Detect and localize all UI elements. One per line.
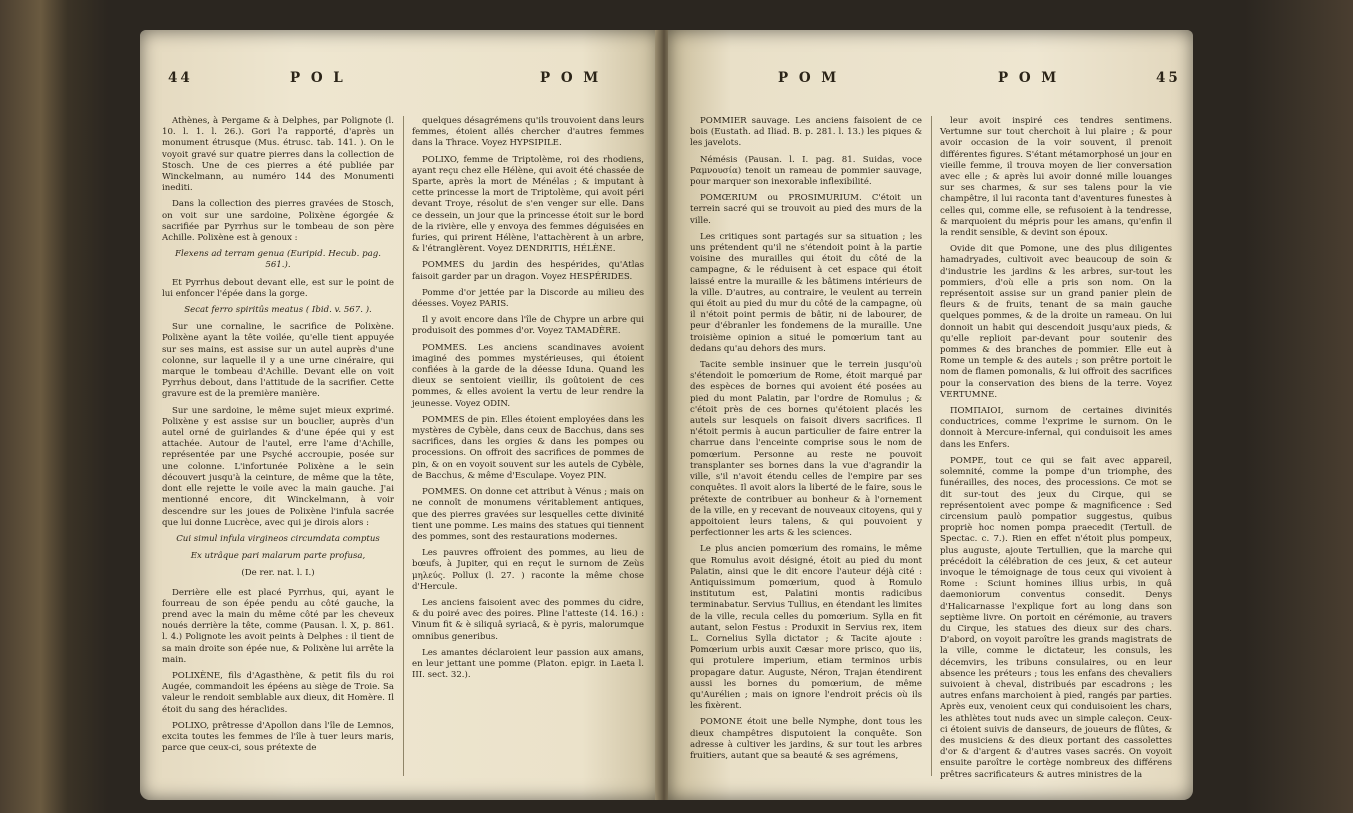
paragraph: Le plus ancien pomœrium des romains, le même que Romulus avoit désigné, étoit au pied du mont Palatin, ainsi que le dit encore l'auteur déjà cité : Antiquissimum pomœrium, quod à Romulo institutum est, Palatini montis radicibus terminabatur. Servius Tullius, en étendant les limites de la ville, recula celles du pomœrium. Sylla en fit autant, selon Festus : Produxit in Servius rex, item L. Cornelius Sylla dictator ; & Tacite ajoute : Pomœrium urbis auxit Cæsar more prisco, quo iis, qui protulere imperium, etiam terminos urbis propagare datur. Auguste, Néron, Trajan étendirent aussi les bornes du pomœrium, de même qu'Aurélien ; mais on ignore l'endroit précis où ils les fixèrent. xyxy=(690,544,922,712)
paragraph: Tacite semble insinuer que le terrein jusqu'où s'étendoit le pomœrium de Rome, étoit marqué par des espèces de bornes qui avoient été posées au pied du mont Palatin, par l'ordre de Romulus ; & c'étoit près de ces bornes qu'étoient placés les autels sur lesquels on faisoit divers sacrifices. Il n'étoit permis à aucun particulier de faire entrer la charrue dans l'enceinte comprise sous le nom de pomœrium. Personne au reste ne pouvoit transplanter ses bornes dans la vue d'agrandir la ville, s'il n'avoit étendu celles de l'empire par ses conquêtes. Il avoit alors la liberté de le faire, sous le prétexte de contribuer au bonheur & à l'ornement de la ville, en y recevant de nouveaux citoyens, qui y appoitoient leurs talens, & qui pouvoient y perfectionner les arts & les sciences. xyxy=(690,360,922,539)
paragraph: POMMES de pin. Elles étoient employées dans les mystères de Cybèle, dans ceux de Bacchus, dans ses sacrifices, dans les orgies & dans les pompes ou processions. On offroit des sacrifices de pommes de pin, & on en voyoit souvent sur les autels de Cybèle, de Bacchus, & même d'Esculape. Voyez PIN. xyxy=(412,414,644,481)
paragraph: Dans la collection des pierres gravées de Stosch, on voit sur une sardoine, Polixène égorgée & sacrifiée par Pyrrhus sur le tombeau de son père Achille. Polixène est à genoux : xyxy=(162,199,394,244)
paragraph: Et Pyrrhus debout devant elle, est sur le point de lui enfoncer l'épée dans la gorge. xyxy=(162,277,394,299)
left-column-1 xyxy=(162,116,394,759)
header-right-word-right-page: P O M xyxy=(998,70,1060,86)
paragraph: Flexens ad terram genua (Euripid. Hecub. pag. 561.). xyxy=(174,249,381,271)
paragraph: POLIXO, femme de Triptolème, roi des rhodiens, ayant reçu chez elle Hélène, qui avoit été chassée de Sparte, après la mort de Ménélas ; & imputant à cette princesse la mort de Triptolème, qui avoit péri devant Troye, résolut de s'en venger sur elle. Dans ce dessein, un jour que la princesse étoit sur le bord de la rivière, elle y envoya des femmes déguisées en furies, qui prirent Hélène, l'attachèrent à un arbre, & l'étranglèrent. Voyez DENDRITIS, HÉLÈNE. xyxy=(412,154,644,255)
column-rule xyxy=(403,116,404,776)
paragraph: quelques désagrémens qu'ils trouvoient dans leurs femmes, étoient allés chercher d'autres femmes dans la Thrace. Voyez HYPSIPILE. xyxy=(412,116,644,149)
paragraph: POLIXÈNE, fils d'Agasthène, & petit fils du roi Augée, commandoit les épéens au siège de Troie. Sa valeur le rendoit semblable aux dieux, dit Homère. Il étoit du sang des héraclides. xyxy=(162,670,394,715)
header-left-word: P O L xyxy=(290,70,346,86)
left-column-2 xyxy=(412,116,644,686)
paragraph: Sur une sardoine, le même sujet mieux exprimé. Polixène y est assise sur un bouclier, auprès d'un autel orné de guirlandes & d'une épée qui y est attachée. Autour de l'autel, erre l'ame d'Achille, représentée par une Psyché accroupie, posée sur une colonne. L'infortunée Polixène a le sein découvert jusqu'à la ceinture, de même que la tête, dont elle rejette le voile avec la main gauche. J'ai mentionné encore, dit Winckelmann, à voir descendre sur les joues de Polixène l'infula sacrée que lui donne Lucrèce, avec qui je dirois alors : xyxy=(162,405,394,528)
paragraph: Némésis (Pausan. l. I. pag. 81. Suidas, voce Ραμνουσία) tenoit un rameau de pommier sauvage, pour marquer son inexorable inflexibilité. xyxy=(690,154,922,188)
paragraph: Les anciens faisoient avec des pommes du cidre, & du poiré avec des poires. Pline l'atteste (14. 16.) : Vinum fit & è siliquâ syriacâ, & è pyris, malorumque omnibus generibus. xyxy=(412,597,644,642)
left-page xyxy=(140,30,660,800)
paragraph: Les critiques sont partagés sur sa situation ; les uns prétendent qu'il ne s'étendoit point à la partie voisine des murailles qui étoit du côté de la campagne, & le réduisent à cet espace qui étoit laissé entre la muraille & les bâtimens intérieurs de la ville. D'autres, au contraire, le veulent au terrein qui étoit au pied du mur du côté de la campagne, où il n'étoit point permis de bâtir, ni de labourer, de peur d'ébranler les fondemens de la muraille. Une troisième opinion a situé le pomœrium tant au dedans qu'au dehors des murs. xyxy=(690,231,922,354)
paragraph: POMMES du jardin des hespérides, qu'Atlas faisoit garder par un dragon. Voyez HESPÉRIDES. xyxy=(412,260,644,282)
paragraph: leur avoit inspiré ces tendres sentimens. Vertumne sur tout cherchoit à lui plaire ; & pour avoir occasion de la voir souvent, il prenoit différentes figures. S'étant métamorphosé un jour en vieille femme, il trouva moyen de lier conversation avec elle ; & après lui avoir donné mille louanges sur ses charmes, & sur ses talens pour la vie champêtre, il lui raconta tant d'aventures funestes à celles qui, comme elle, se refusoient à la tendresse, & marquoient du mépris pour les amans, qu'enfin il la rendit sensible, & devint son époux. xyxy=(940,116,1172,239)
paragraph: Ovide dit que Pomone, une des plus diligentes hamadryades, cultivoit avec beaucoup de soin & d'industrie les jardins & les arbres, sur-tout les pommiers, d'où elle a pris son nom. On la représentoit assise sur un grand panier plein de fleurs & de fruits, tenant de sa main gauche quelques pommes, & de la droite un rameau. On lui donnoit un habit qui descendoit jusqu'aux pieds, & qu'elle replioit par-devant pour soutenir des pommes & des branches de pommier. Elle eut à Rome un temple & des autels ; son prêtre portoit le nom de flamen pomonalis, & lui offroit des sacrifices pour la conservation des biens de la terre. Voyez VERTUMNE. xyxy=(940,244,1172,400)
paragraph: POMPE, tout ce qui se fait avec appareil, solemnité, comme la pompe d'un triomphe, des funérailles, des noces, des processions. Ce mot se dit sur-tout des jeux du Cirque, qui se représentoient avec pompe & magnificence : Sed circensium paulò pompatior suggestus, quibus propriè hoc nomen pompa praecedit (Tertull. de Spectac. c. 7.). Rien en effet n'étoit plus pompeux, plus auguste, ajoute Tertullien, que la marche qui précédoit la célébration de ces jeux, & cet auteur invoque le témoignage de tous ceux qui vivoient à Rome : Sciunt homines illius urbis, in quâ daemoniorum conventus consedit. Denys d'Halicarnasse l'explique fort au long dans son septième livre. On portoit en cérémonie, au travers du Cirque, les statues des dieux sur des chars. D'abord, on voyoit paroître les grands magistrats de la ville, comme le dictateur, les consuls, les décemvirs, les tribuns consulaires, ou en leur absence les préteurs ; tous les enfans des chevaliers suivoient à cheval, distribués par escadrons ; les autres enfans marchoient à pied, rangés par parties. Après eux, venoient ceux qui conduisoient les chars, les athlètes tout nuds avec un simple caleçon. Ceux-ci étoient suivis de danseurs, de joueurs de flûtes, & des musiciens & des dieux portant des cassolettes d'or & d'argent & d'autres vases sacrés. On voyoit ensuite paroître le cortège nombreux des différens prêtres sacrificateurs & autres ministres de la xyxy=(940,455,1172,780)
paragraph: Cui simul infula virgineos circumdata comptus xyxy=(176,533,380,544)
paragraph: Sur une cornaline, le sacrifice de Polixène. Polixène ayant la tête voilée, qu'elle tient appuyée sur ses mains, est assise sur un autel auprès d'une colonne, sur laquelle il y a une urne cinéraire, qui marque le tombeau d'Achille. Devant elle on voit Pyrrhus debout, dans l'attitude de la sacrifier. Cette gravure est de la première manière. xyxy=(162,322,394,400)
page-number-right: 45 xyxy=(1156,70,1181,86)
right-column-1 xyxy=(690,116,922,767)
paragraph: Secat ferro spiritûs meatus ( Ibid. v. 567. ). xyxy=(184,305,372,316)
paragraph: Ex utrâque pari malarum parte profusa, xyxy=(190,551,366,562)
paragraph: POMONE étoit une belle Nymphe, dont tous les dieux champêtres disputoient la conquête. Son adresse à cultiver les jardins, & sur tout les arbres fruitiers, autant que sa beauté & ses agrémens, xyxy=(690,717,922,761)
right-page xyxy=(668,30,1193,800)
paragraph: Les pauvres offroient des pommes, au lieu de bœufs, à Jupiter, qui en reçut le surnom de Zeùs μηλεύς. Pollux (l. 27. ) raconte la même chose d'Hercule. xyxy=(412,548,644,592)
paragraph: Pomme d'or jettée par la Discorde au milieu des déesses. Voyez PARIS. xyxy=(412,287,644,310)
paragraph: ΠΟΜΠΑΙΟΙ, surnom de certaines divinités conductrices, comme l'exprime le surnom. On le donnoit à Mercure-infernal, qui conduisoit les ames dans les Enfers. xyxy=(940,406,1172,450)
right-column-2 xyxy=(940,116,1172,786)
header-right-word: P O M xyxy=(540,70,602,86)
paragraph: Athènes, à Pergame & à Delphes, par Polignote (l. 10. l. 1. l. 26.). Gori l'a rapporté, d'après un monument étrusque (Mus. étrusc. tab. 141. ). On le voyoit gravé sur quatre pierres dans la collection de Stosch. Une de ces pierres a été publiée par Winckelmann, au numéro 144 des Monumenti inediti. xyxy=(162,116,394,194)
paragraph: Il y avoit encore dans l'île de Chypre un arbre qui produisoit des pommes d'or. Voyez TAMADÈRE. xyxy=(412,315,644,337)
paragraph: POMMES. Les anciens scandinaves avoient imaginé des pommes mystérieuses, qui étoient confiées à la garde de la déesse Iduna. Quand les dieux se sentoient vieillir, ils goûtoient de ces pommes, & elles avoient la vertu de leur rendre la jeunesse. Voyez ODIN. xyxy=(412,342,644,409)
paragraph: POMŒRIUM ou PROSIMURIUM. C'étoit un terrein sacré qui se trouvoit au pied des murs de la ville. xyxy=(690,193,922,226)
paragraph: POMMIER sauvage. Les anciens faisoient de ce bois (Eustath. ad Iliad. B. p. 281. l. 13.) les piques & les javelots. xyxy=(690,116,922,149)
paragraph: (De rer. nat. l. I.) xyxy=(241,568,315,579)
column-rule-right xyxy=(931,116,932,776)
header-left-word-right-page: P O M xyxy=(778,70,840,86)
paragraph: POMMES. On donne cet attribut à Vénus ; mais on ne connoît de monumens véritablement antiques, que des pierres gravées sur lesquelles cette divinité tient une pomme. Les mains des statues qui tiennent des pommes, sont des restaurations modernes. xyxy=(412,487,644,542)
paragraph: POLIXO, prêtresse d'Apollon dans l'île de Lemnos, excita toutes les femmes de l'île à tuer leurs maris, parce que ceux-ci, sous prétexte de xyxy=(162,720,394,754)
paragraph: Derrière elle est placé Pyrrhus, qui, ayant le fourreau de son épée pendu au côté gauche, la prend avec la main du même côté par les cheveux noués derrière la tête, comme (Pausan. l. X, p. 861. l. 4.) Polignote les avoit peints à Delphes : il tient de sa main droite son épée nue, & Polixène lui arrête la main. xyxy=(162,587,394,665)
page-number-left: 44 xyxy=(168,70,193,86)
paragraph: Les amantes déclaroient leur passion aux amans, en leur jettant une pomme (Platon. epigr. in Laeta l. III. sect. 32.). xyxy=(412,647,644,681)
